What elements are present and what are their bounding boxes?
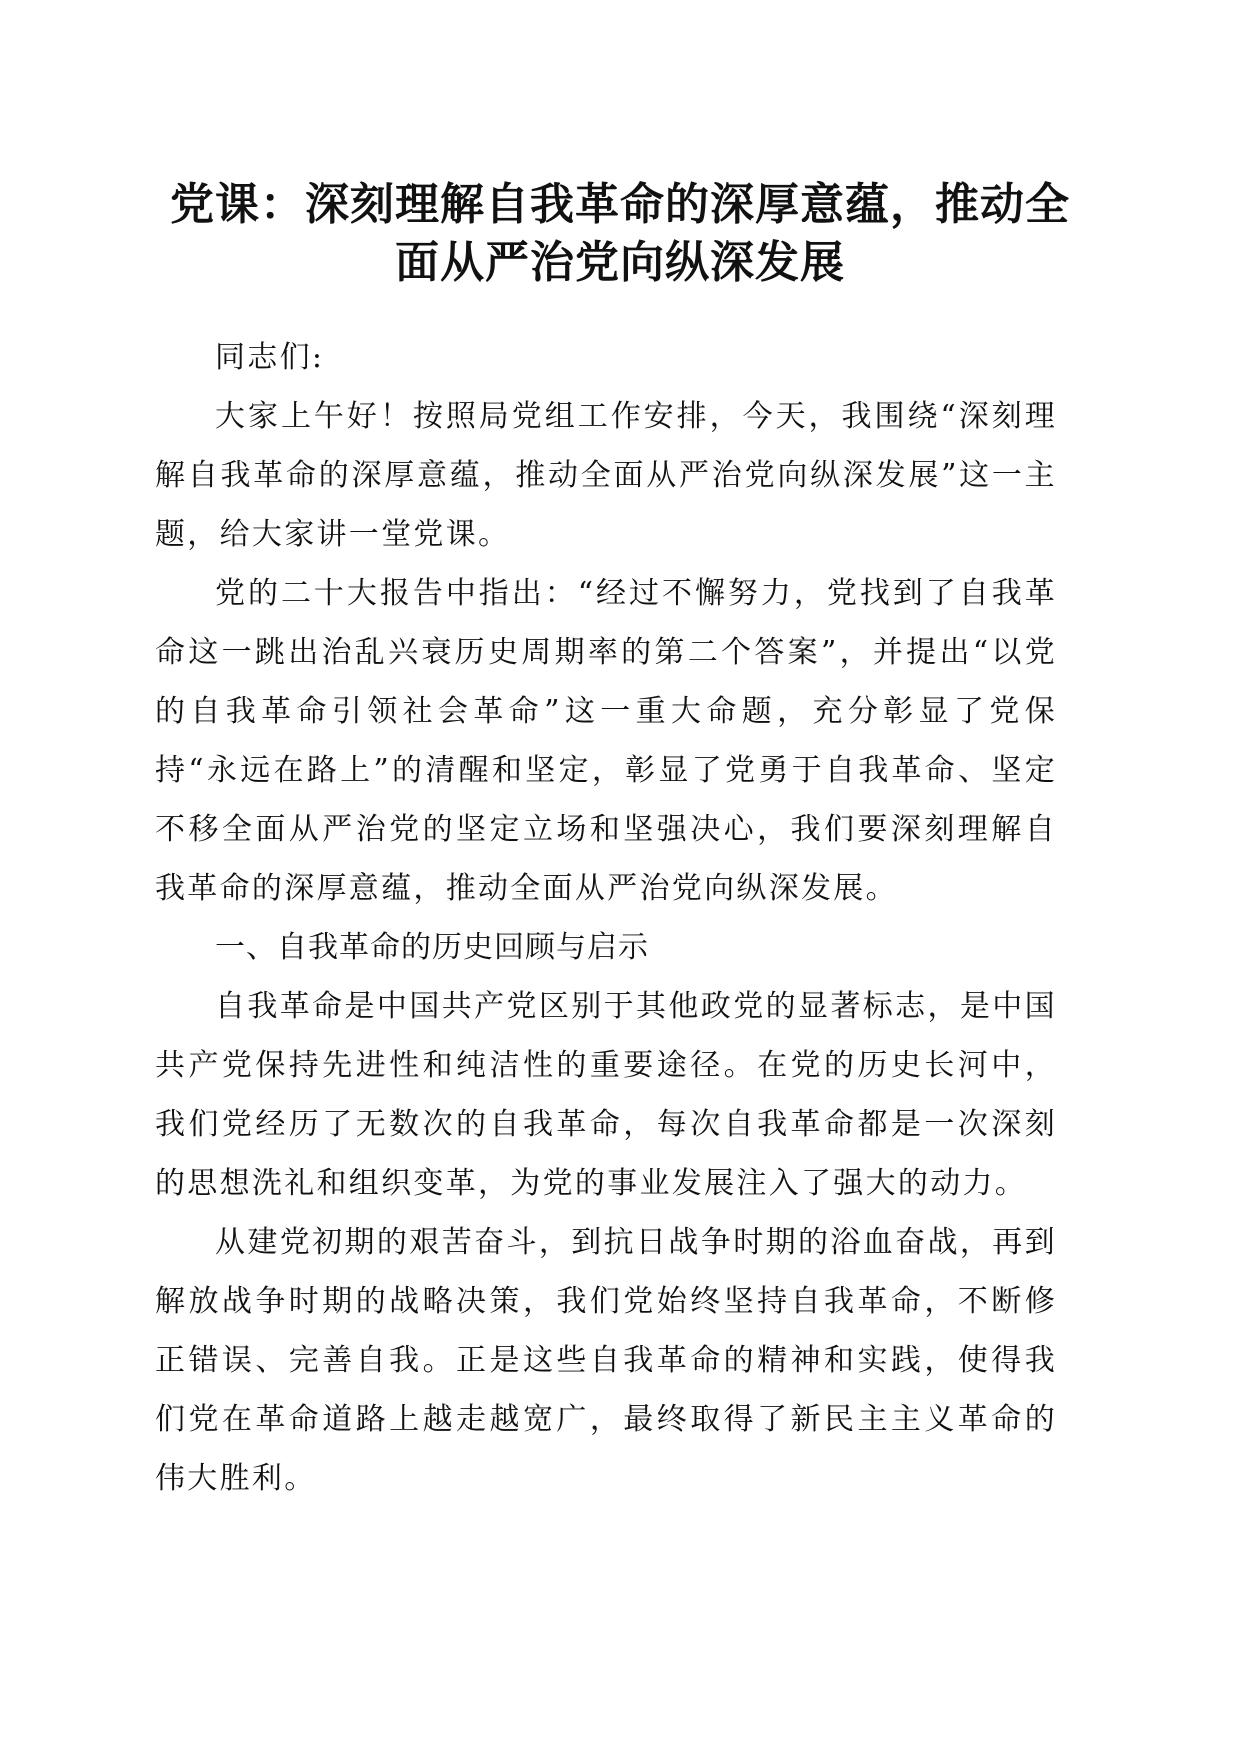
paragraph: 从建党初期的艰苦奋斗，到抗日战争时期的浴血奋战，再到解放战争时期的战略决策，我们党始终坚持自我革命，不断修正错误、完善自我。正是这些自我革命的精神和实践，使得我们党在革命道路上越走越宽广，最终取得了新民主主义革命的伟大胜利。: [155, 1225, 1057, 1496]
salutation: 同志们:: [215, 340, 325, 375]
section-heading: 一、自我革命的历史回顾与启示: [215, 930, 649, 965]
paragraph: 大家上午好！按照局党组工作安排，今天，我围绕“深刻理解自我革命的深厚意蕴，推动全面从严治党向纵深发展”这一主题，给大家讲一堂党课。: [155, 399, 1057, 552]
paragraph: 自我革命是中国共产党区别于其他政党的显著标志，是中国共产党保持先进性和纯洁性的重要途径。在党的历史长河中，我们党经历了无数次的自我革命，每次自我革命都是一次深刻的思想洗礼和组织变革，为党的事业发展注入了强大的动力。: [155, 989, 1057, 1201]
paragraph: 党的二十大报告中指出：“经过不懈努力，党找到了自我革命这一跳出治乱兴衰历史周期率的第二个答案”，并提出“以党的自我革命引领社会革命”这一重大命题，充分彰显了党保持“永远在路上”的清醒和坚定，彰显了党勇于自我革命、坚定不移全面从严治党的坚定立场和坚强决心，我们要深刻理解自我革命的深厚意蕴，推动全面从严治党向纵深发展。: [155, 576, 1057, 906]
document-title: 党课：深刻理解自我革命的深厚意蕴，推动全面从严治党向纵深发展: [170, 179, 1070, 288]
document-body: [155, 328, 1057, 1508]
